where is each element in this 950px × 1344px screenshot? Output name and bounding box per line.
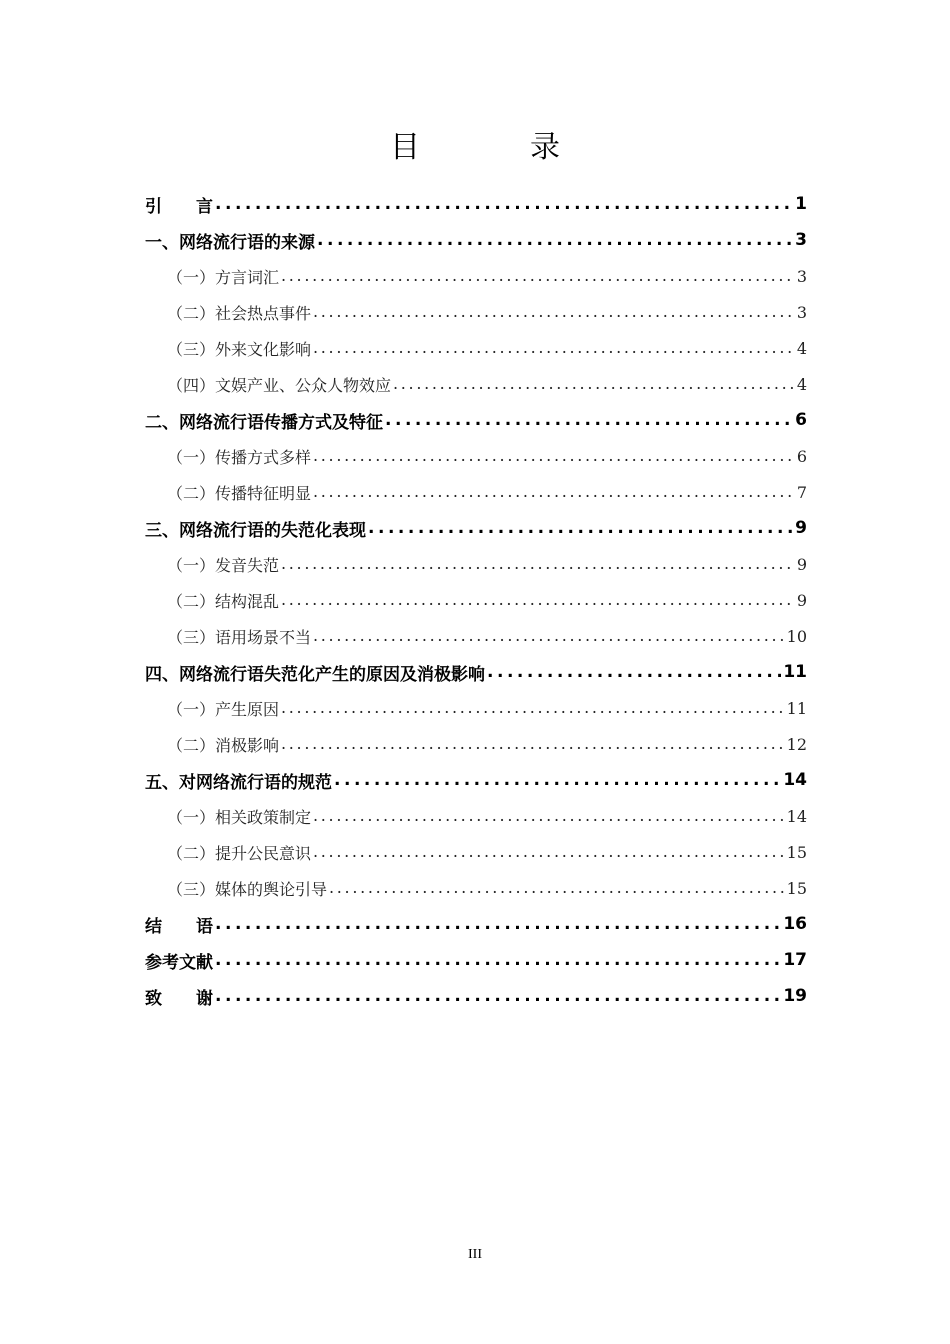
toc-entry-page-number: 9 — [796, 554, 807, 574]
toc-leader-dots — [313, 330, 795, 366]
toc-leader-dots — [281, 258, 795, 294]
toc-entry-label: 二、网络流行语传播方式及特征 — [145, 412, 383, 433]
toc-entry-page-number: 9 — [795, 518, 807, 538]
toc-entry[interactable] — [145, 474, 807, 510]
toc-entry-label: （一）传播方式多样 — [167, 447, 312, 467]
toc-entry-label: （二）传播特征明显 — [167, 483, 312, 503]
toc-entry-label: 三、网络流行语的失范化表现 — [145, 520, 366, 541]
toc-entry-page-number: 3 — [796, 302, 807, 322]
toc-entry[interactable] — [145, 798, 807, 834]
toc-entry-label: 引言 — [145, 196, 247, 217]
toc-entry-label: （一）方言词汇 — [167, 267, 280, 287]
toc-entry-label: （二）消极影响 — [167, 735, 280, 755]
toc-entry-label: （一）产生原因 — [167, 699, 280, 719]
toc-leader-dots — [487, 654, 781, 690]
toc-leader-dots — [385, 402, 793, 438]
page-number-footer: III — [468, 1247, 482, 1262]
toc-entry-page-number: 3 — [795, 230, 807, 250]
toc-entry[interactable] — [145, 366, 807, 402]
toc-entry-label: （四）文娱产业、公众人物效应 — [167, 375, 392, 395]
toc-entry[interactable] — [145, 546, 807, 582]
toc-entry-page-number: 1 — [795, 194, 807, 214]
toc-leader-dots — [313, 834, 785, 870]
toc-entry[interactable] — [145, 438, 807, 474]
toc-entry-page-number: 11 — [783, 662, 807, 682]
toc-entry-label: 五、对网络流行语的规范 — [145, 772, 332, 793]
toc-entry[interactable] — [145, 186, 807, 222]
toc-leader-dots — [313, 474, 795, 510]
toc-entry[interactable] — [145, 510, 807, 546]
toc-entry[interactable] — [145, 942, 807, 978]
toc-entry[interactable] — [145, 330, 807, 366]
toc-leader-dots — [281, 582, 795, 618]
toc-entry-page-number: 9 — [796, 590, 807, 610]
toc-leader-dots — [281, 726, 785, 762]
toc-entry[interactable] — [145, 978, 807, 1014]
toc-entry-label: 一、网络流行语的来源 — [145, 232, 315, 253]
toc-leader-dots — [393, 366, 795, 402]
toc-entry-page-number: 14 — [786, 806, 807, 826]
toc-entry-page-number: 10 — [786, 626, 807, 646]
toc-entry[interactable] — [145, 762, 807, 798]
toc-entry[interactable] — [145, 222, 807, 258]
toc-entry-label: 结语 — [145, 916, 247, 937]
toc-entry-label: 致谢 — [145, 988, 247, 1009]
toc-entry[interactable] — [145, 618, 807, 654]
toc-entry[interactable] — [145, 294, 807, 330]
toc-leader-dots — [334, 762, 781, 798]
toc-entry[interactable] — [145, 654, 807, 690]
toc-entry-page-number: 7 — [796, 482, 807, 502]
toc-leader-dots — [313, 438, 795, 474]
toc-entry-page-number: 17 — [783, 950, 807, 970]
table-of-contents — [145, 186, 807, 1014]
toc-leader-dots — [281, 690, 785, 726]
toc-entry-label: （三）媒体的舆论引导 — [167, 879, 328, 899]
toc-entry-page-number: 6 — [795, 410, 807, 430]
toc-entry-label: （三）外来文化影响 — [167, 339, 312, 359]
toc-entry[interactable] — [145, 690, 807, 726]
toc-entry-page-number: 19 — [783, 986, 807, 1006]
toc-entry-page-number: 15 — [786, 878, 807, 898]
toc-entry[interactable] — [145, 402, 807, 438]
toc-entry-page-number: 3 — [796, 266, 807, 286]
toc-entry[interactable] — [145, 834, 807, 870]
toc-entry-label: （一）相关政策制定 — [167, 807, 312, 827]
toc-entry[interactable] — [145, 726, 807, 762]
toc-leader-dots — [329, 870, 785, 906]
toc-entry-page-number: 6 — [796, 446, 807, 466]
toc-entry-page-number: 14 — [783, 770, 807, 790]
toc-leader-dots — [313, 294, 795, 330]
toc-entry[interactable] — [145, 870, 807, 906]
toc-entry-page-number: 4 — [796, 374, 807, 394]
toc-entry-page-number: 12 — [786, 734, 807, 754]
page-title: 目 录 — [390, 130, 600, 165]
toc-leader-dots — [215, 906, 781, 942]
toc-entry-label: （三）语用场景不当 — [167, 627, 312, 647]
toc-entry-label: （二）结构混乱 — [167, 591, 280, 611]
toc-entry-page-number: 11 — [786, 698, 807, 718]
toc-entry-label: （二）提升公民意识 — [167, 843, 312, 863]
toc-leader-dots — [313, 798, 785, 834]
toc-leader-dots — [215, 978, 781, 1014]
toc-entry-label: 四、网络流行语失范化产生的原因及消极影响 — [145, 664, 485, 685]
toc-entry[interactable] — [145, 906, 807, 942]
toc-leader-dots — [368, 510, 793, 546]
toc-entry[interactable] — [145, 258, 807, 294]
toc-entry-page-number: 15 — [786, 842, 807, 862]
toc-entry-page-number: 16 — [783, 914, 807, 934]
toc-entry-label: 参考文献 — [145, 952, 213, 973]
toc-entry-label: （二）社会热点事件 — [167, 303, 312, 323]
toc-entry[interactable] — [145, 582, 807, 618]
toc-leader-dots — [215, 942, 781, 978]
toc-entry-label: （一）发音失范 — [167, 555, 280, 575]
toc-leader-dots — [317, 222, 793, 258]
toc-entry-page-number: 4 — [796, 338, 807, 358]
toc-leader-dots — [281, 546, 795, 582]
toc-leader-dots — [215, 186, 793, 222]
toc-leader-dots — [313, 618, 785, 654]
